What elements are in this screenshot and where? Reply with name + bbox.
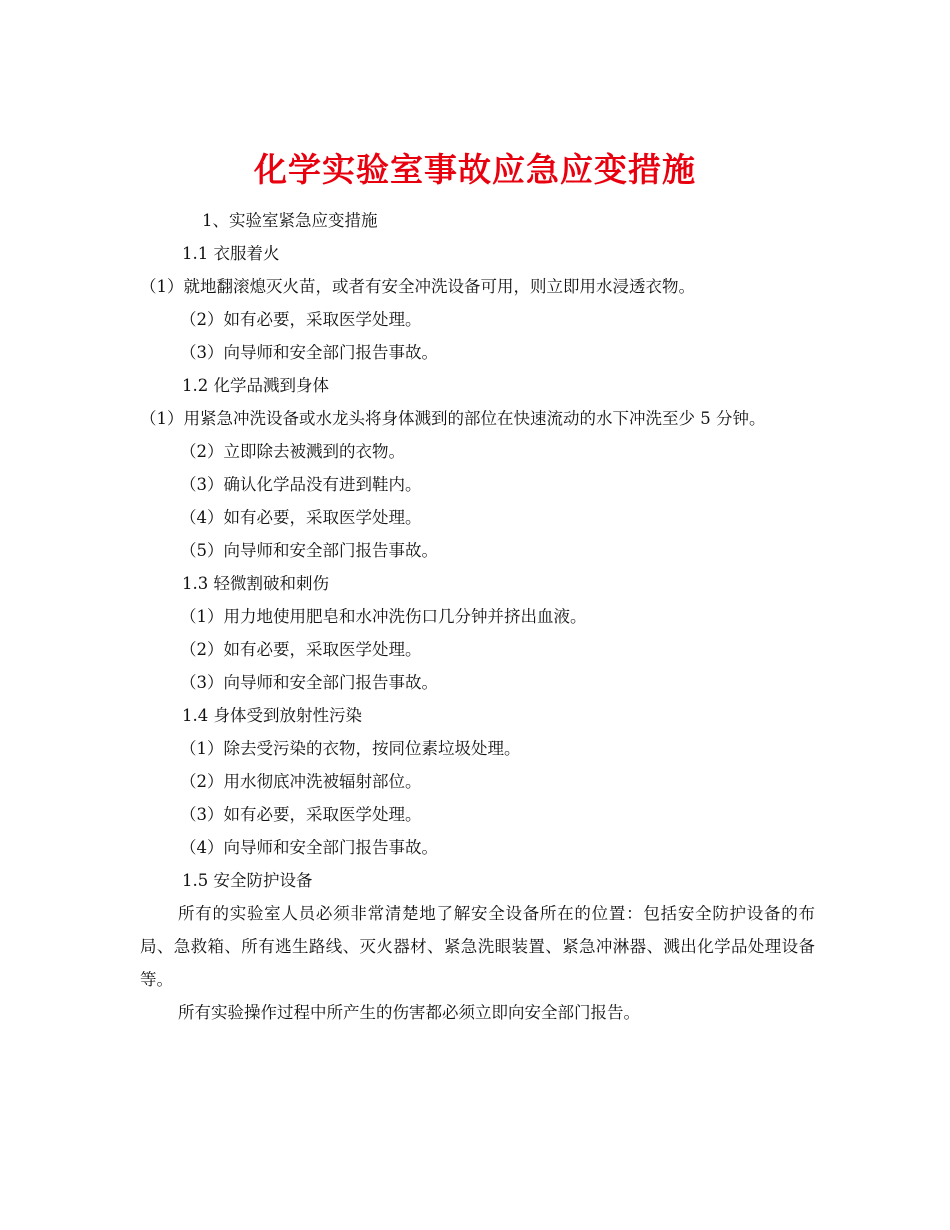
list-item: （4）如有必要，采取医学处理。	[180, 508, 422, 527]
section-heading: 1、实验室紧急应变措施	[202, 211, 378, 230]
list-item: （3）向导师和安全部门报告事故。	[180, 343, 438, 362]
list-item: （3）向导师和安全部门报告事故。	[180, 673, 438, 692]
list-item: （2）立即除去被溅到的衣物。	[180, 442, 405, 461]
subsection-heading: 1.2 化学品溅到身体	[182, 376, 329, 395]
list-item: （1）除去受污染的衣物，按同位素垃圾处理。	[180, 739, 521, 758]
list-item: （2）如有必要，采取医学处理。	[180, 310, 422, 329]
list-item: （2）用水彻底冲洗被辐射部位。	[180, 772, 422, 791]
body-paragraph: 所有的实验室人员必须非常清楚地了解安全设备所在的位置：包括安全防护设备的布局、急救箱、所有逃生路线、灭火器材、紧急洗眼装置、紧急冲淋器、溅出化学品处理设备等。	[140, 904, 815, 989]
list-item: （1）用紧急冲洗设备或水龙头将身体溅到的部位在快速流动的水下冲洗至少 5 分钟。	[140, 409, 766, 428]
subsection-heading: 1.4 身体受到放射性污染	[182, 706, 362, 725]
subsection-heading: 1.3 轻微割破和刺伤	[182, 574, 329, 593]
list-item: （2）如有必要，采取医学处理。	[180, 640, 422, 659]
list-item: （5）向导师和安全部门报告事故。	[180, 541, 438, 560]
list-item: （1）就地翻滚熄灭火苗，或者有安全冲洗设备可用，则立即用水浸透衣物。	[140, 277, 695, 296]
list-item: （4）向导师和安全部门报告事故。	[180, 838, 438, 857]
document-title: 化学实验室事故应急应变措施	[254, 150, 696, 190]
list-item: （1）用力地使用肥皂和水冲洗伤口几分钟并挤出血液。	[180, 607, 587, 626]
subsection-heading: 1.5 安全防护设备	[182, 871, 313, 890]
body-paragraph: 所有实验操作过程中所产生的伤害都必须立即向安全部门报告。	[178, 1003, 640, 1022]
list-item: （3）如有必要，采取医学处理。	[180, 805, 422, 824]
list-item: （3）确认化学品没有进到鞋内。	[180, 475, 422, 494]
subsection-heading: 1.1 衣服着火	[182, 244, 280, 263]
document-body	[140, 204, 815, 1029]
